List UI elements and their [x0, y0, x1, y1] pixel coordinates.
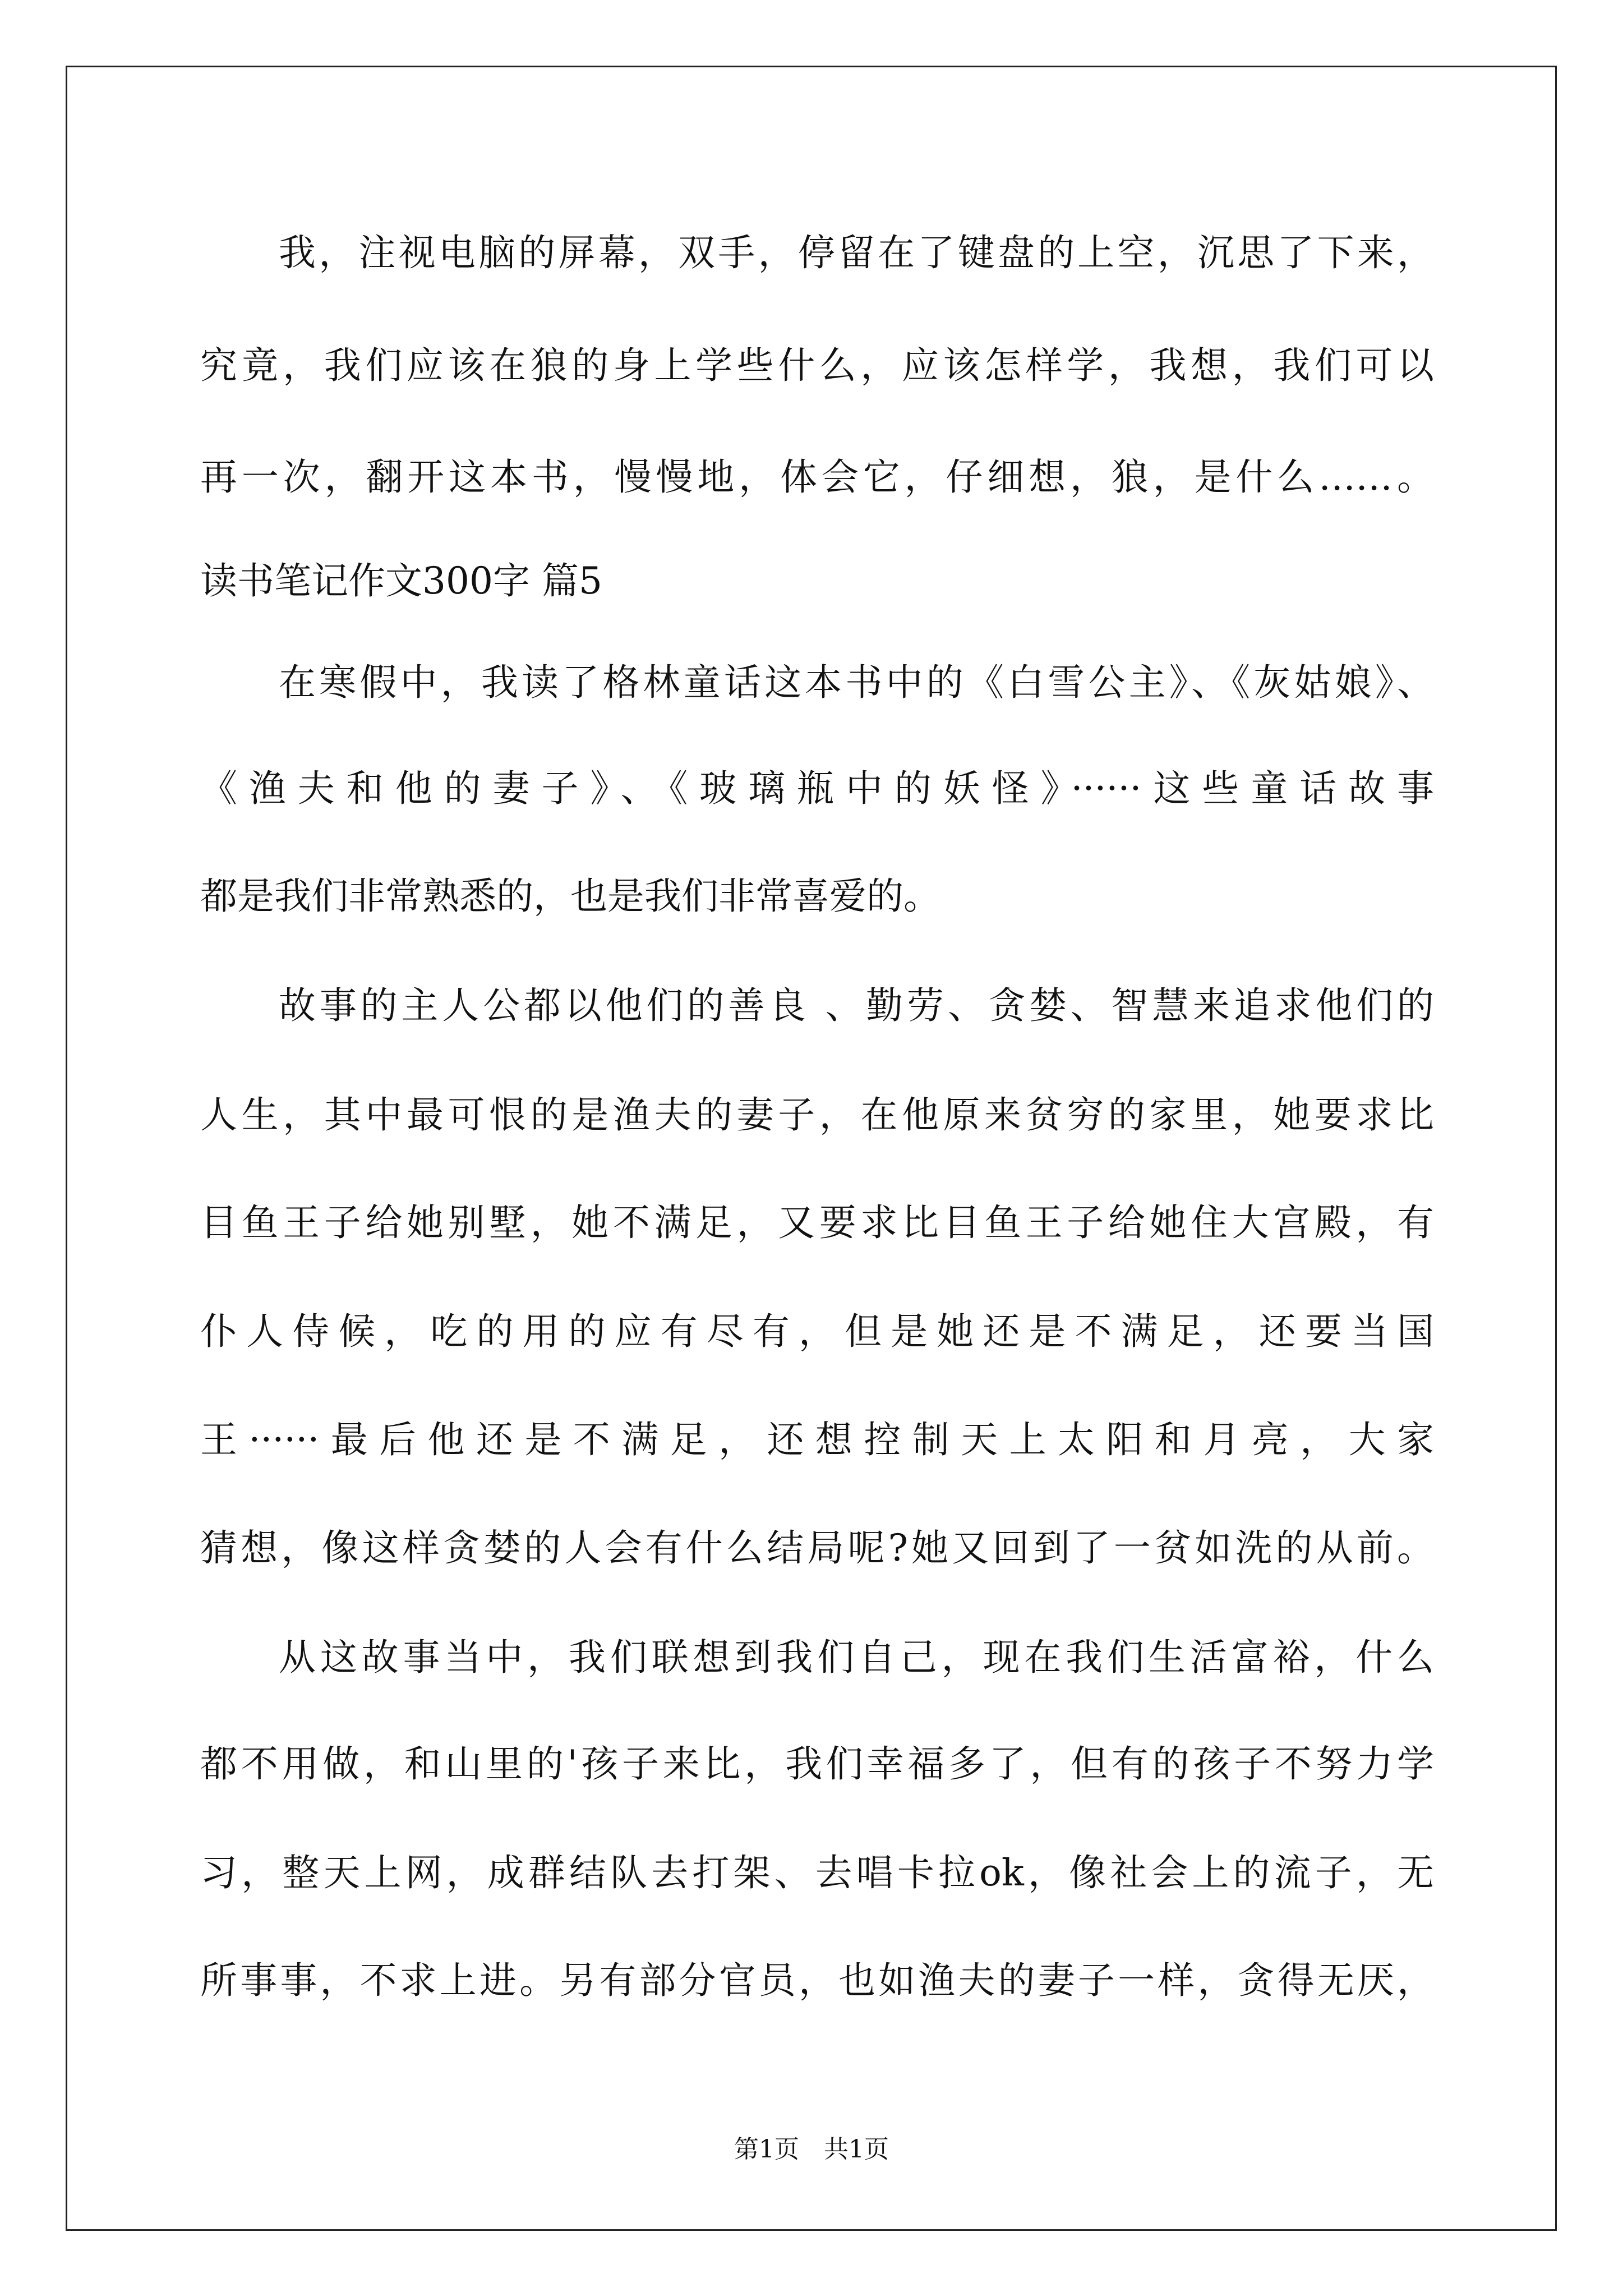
- page-border: [66, 66, 1557, 2231]
- paragraph-line: 仆人侍候，吃的用的应有尽有，但是她还是不满足，还要当国: [200, 1310, 1434, 1353]
- paragraph-line: 我，注视电脑的屏幕，双手，停留在了键盘的上空，沉思了下来，: [279, 231, 1434, 274]
- paragraph-line: 《渔夫和他的妻子》、《玻璃瓶中的妖怪》······这些童话故事: [200, 767, 1434, 810]
- paragraph-line: 再一次，翻开这本书，慢慢地，体会它，仔细想，狼，是什么……。: [200, 455, 1434, 499]
- paragraph-line: 所事事，不求上进。另有部分官员，也如渔夫的妻子一样，贪得无厌，: [200, 1959, 1434, 2002]
- paragraph-line: 王······最后他还是不满足，还想控制天上太阳和月亮，大家: [200, 1418, 1434, 1461]
- paragraph-line: 都不用做，和山里的'孩子来比，我们幸福多了，但有的孩子不努力学: [200, 1742, 1434, 1786]
- paragraph-line: 都是我们非常熟悉的，也是我们非常喜爱的。: [200, 875, 940, 918]
- paragraph-line: 故事的主人公都以他们的善良 、勤劳、贪婪、智慧来追求他们的: [279, 984, 1434, 1027]
- paragraph-line: 目鱼王子给她别墅，她不满足，又要求比目鱼王子给她住大宫殿，有: [200, 1201, 1434, 1244]
- section-heading: 读书笔记作文300字 篇5: [200, 559, 602, 602]
- paragraph-line: 习，整天上网，成群结队去打架、去唱卡拉ok，像社会上的流子，无: [200, 1851, 1434, 1894]
- paragraph-line: 人生，其中最可恨的是渔夫的妻子，在他原来贫穷的家里，她要求比: [200, 1093, 1434, 1137]
- page-footer: 第1页 共1页: [734, 2135, 889, 2164]
- paragraph-line: 在寒假中，我读了格林童话这本书中的《白雪公主》、《灰姑娘》、: [279, 661, 1434, 704]
- paragraph-line: 究竟，我们应该在狼的身上学些什么，应该怎样学，我想，我们可以: [200, 344, 1434, 387]
- paragraph-line: 猜想，像这样贪婪的人会有什么结局呢?她又回到了一贫如洗的从前。: [200, 1526, 1434, 1570]
- paragraph-line: 从这故事当中，我们联想到我们自己，现在我们生活富裕，什么: [279, 1636, 1434, 1679]
